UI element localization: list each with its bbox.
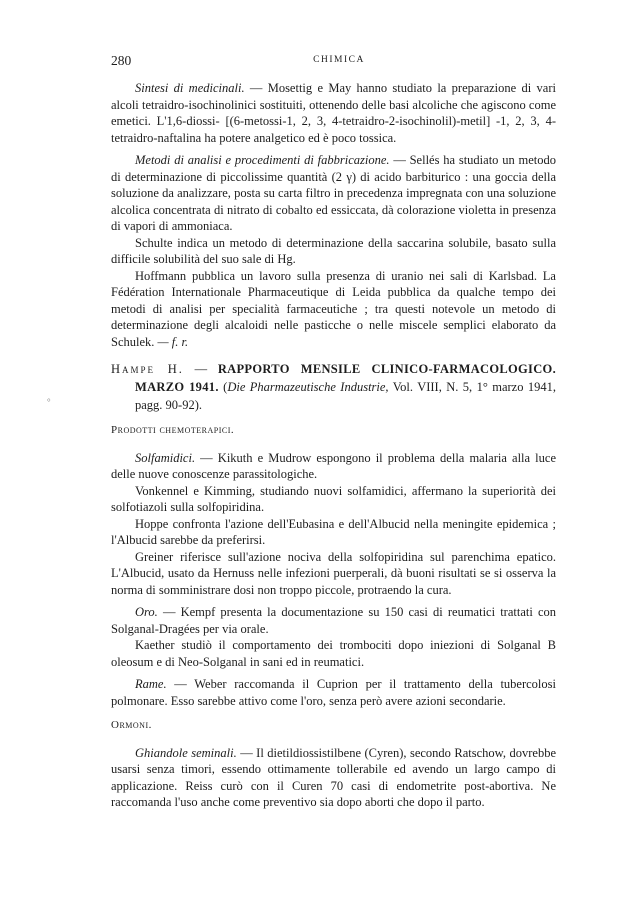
paragraph: Metodi di analisi e procedimenti di fabbricazione. — Sellés ha studiato un metodo di determinazione di piccolissime quantità (2 γ) di acido barbiturico : una goccia della soluzione da analizzare, posta su carta filtro in precedenza impregnata con una soluzione alcolica concentrata di nitrato di cobalto ed essiccata, dà colorazione violetta in presenza di vapori di ammoniaca. bbox=[111, 153, 556, 233]
signature: — f. r. bbox=[154, 334, 189, 349]
paragraph: Hoppe confronta l'azione dell'Eubasina e dell'Albucid nella meningite epidemica ; l'Albucid sarebbe da preferirsi. bbox=[111, 516, 556, 547]
paragraph-lead: Sintesi di medicinali. bbox=[135, 81, 245, 95]
paragraph: Oro. — Kempf presenta la documentazione su 150 casi di reumatici trattati con Solganal-Dragées per via orale. bbox=[111, 605, 556, 636]
paragraph: Rame. — Weber raccomanda il Cuprion per il trattamento della tubercolosi polmonare. Esso sarebbe attivo come l'oro, senza però avere azioni secondarie. bbox=[111, 677, 556, 708]
article-author: Hampe H. bbox=[111, 362, 184, 376]
paragraph: Vonkennel e Kimming, studiando nuovi solfamidici, affermano la superiorità dei solfotiazoli sulla solfopiridina. bbox=[111, 483, 556, 514]
paragraph: Sintesi di medicinali. — Mosettig e May hanno studiato la preparazione di vari alcoli tetraidro-isochinolinici sostituiti, ottenendo delle basi alcoliche che agiscono come emetici. L'1,6-diossi- [(6-metossi-1, 2, 3, 4-tetraidro-2-isochinolil)-metil] -1, 2, 3, 4-tetraidro-naftalina ha potere analgetico ed è poco tossica. bbox=[111, 81, 556, 145]
paragraph: Solfamidici. — Kikuth e Mudrow espongono il problema della malaria alla luce delle nuove conoscenze parassitologiche. bbox=[111, 450, 556, 481]
running-head: CHIMICA bbox=[313, 55, 365, 65]
page-header bbox=[111, 53, 567, 69]
article-heading: Hampe H. — RAPPORTO MENSILE CLINICO-FARMACOLOGICO. MARZO 1941. (Die Pharmazeutische Industrie, Vol. VIII, N. 5, 1° marzo 1941, pagg. 90-92). bbox=[111, 362, 557, 412]
paragraph-lead: Oro. bbox=[135, 605, 158, 619]
paragraph: Greiner riferisce sull'azione nociva della solfopiridina sul parenchima epatico. L'Albucid, usato da Hernuss nelle infezioni puerperali, dà buoni risultati se si osserva la norma di somministrare dosi non troppo piccole, protraendo la cura. bbox=[111, 549, 556, 597]
page-number: 280 bbox=[111, 53, 132, 68]
paragraph-lead: Solfamidici. bbox=[135, 450, 196, 465]
paragraph: Kaether studiò il comportamento dei trombociti dopo iniezioni di Solganal B oleosum e di Neo-Solganal in sani ed in reumatici. bbox=[111, 638, 556, 669]
paragraph-lead: Rame. bbox=[135, 677, 167, 691]
section-heading: Prodotti chemoterapici. bbox=[111, 424, 235, 436]
article-title: RAPPORTO MENSILE CLINICO-FARMACOLOGICO. MARZO 1941. bbox=[135, 362, 556, 394]
section-heading: Ormoni. bbox=[111, 719, 152, 731]
paragraph: Ghiandole seminali. — Il dietildiossistilbene (Cyren), secondo Ratschow, dovrebbe usarsi senza timori, essendo ottimamente tollerabile ed avendo un largo campo di applicazione. Reiss curò con il Curen 70 casi di endometrite post-abortiva. Ne raccomanda l'uso anche come preventivo sia dopo aborti che dopo il parto. bbox=[111, 745, 556, 809]
paragraph-lead: Ghiandole seminali. bbox=[135, 745, 237, 760]
paragraph: Hoffmann pubblica un lavoro sulla presenza di uranio nei sali di Karlsbad. La Fédération Internationale Pharmaceutique di Leida pubblica da qualche tempo dei metodi di analisi per specialità farmaceutiche ; tra questi notevole un metodo di determinazione degli alcaloidi nelle pasticche o nelle miscele semplici elaborato da Schulek. — f. r. bbox=[111, 268, 556, 349]
article-source: Die Pharmazeutische Industrie, bbox=[227, 380, 389, 394]
body-text bbox=[111, 80, 556, 811]
paragraph-lead: Metodi di analisi e procedimenti di fabbricazione. bbox=[135, 153, 390, 167]
paragraph: Schulte indica un metodo di determinazione della saccarina solubile, basato sulla difficile solubilità del suo sale di Hg. bbox=[111, 235, 556, 266]
margin-mark: ° bbox=[47, 397, 51, 407]
